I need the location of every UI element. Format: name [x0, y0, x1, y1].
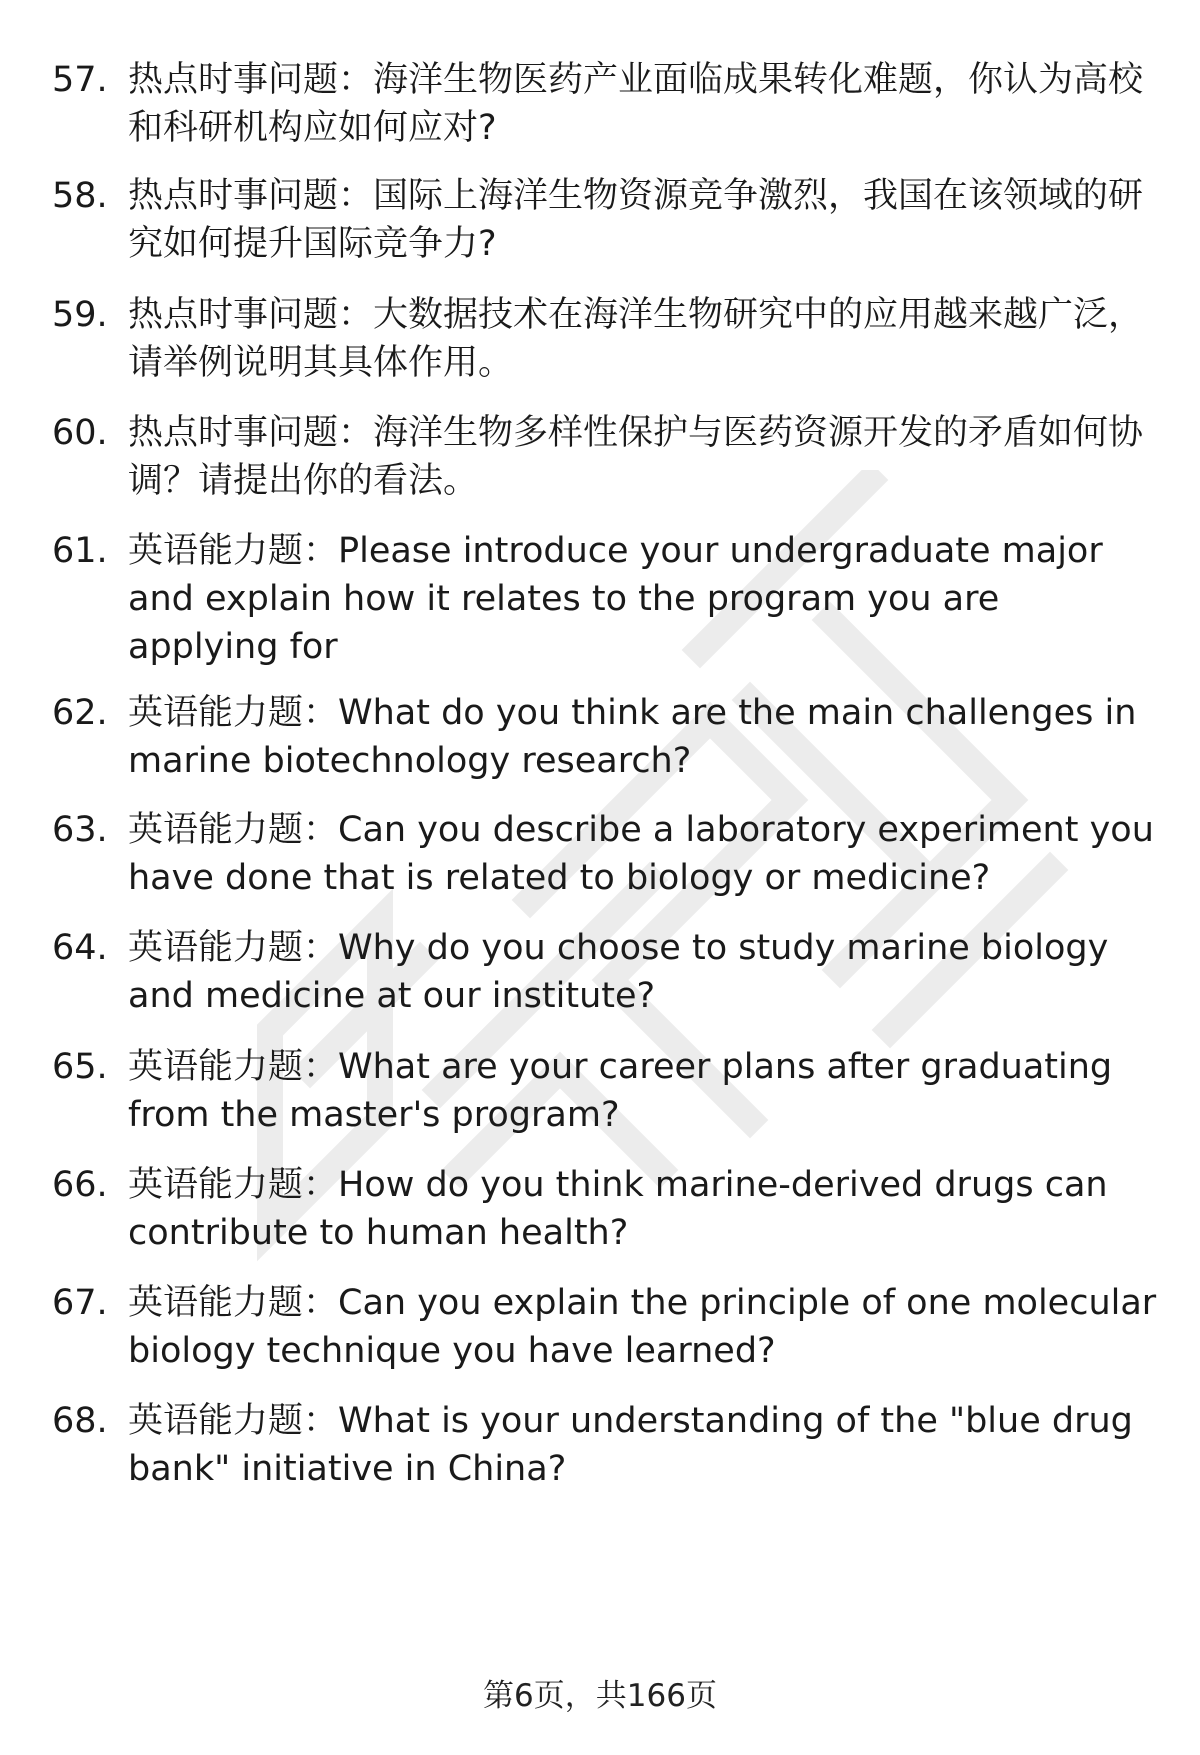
question-number: 64. — [52, 928, 108, 968]
question-text: 英语能力题：Please introduce your undergraduate major and explain how it relates to the program you are applying for — [128, 531, 1103, 667]
question-67 — [52, 1279, 1160, 1375]
question-number: 57. — [52, 60, 108, 100]
question-60 — [52, 409, 1160, 505]
question-number: 59. — [52, 295, 108, 335]
question-58 — [52, 172, 1160, 268]
question-57 — [52, 56, 1160, 152]
question-text: 英语能力题：Can you explain the principle of one molecular biology technique you have learned? — [128, 1283, 1157, 1371]
question-number: 62. — [52, 693, 108, 733]
question-text: 热点时事问题：海洋生物多样性保护与医药资源开发的矛盾如何协调？请提出你的看法。 — [128, 413, 1144, 501]
question-number: 61. — [52, 531, 108, 571]
question-62 — [52, 689, 1160, 785]
question-68 — [52, 1397, 1160, 1493]
question-63 — [52, 806, 1160, 902]
question-61 — [52, 527, 1160, 671]
question-number: 68. — [52, 1401, 108, 1441]
question-text: 英语能力题：What is your understanding of the "blue drug bank" initiative in China? — [128, 1401, 1133, 1489]
question-text: 英语能力题：How do you think marine-derived drugs can contribute to human health? — [128, 1165, 1108, 1253]
question-number: 63. — [52, 810, 108, 850]
question-text: 英语能力题：Why do you choose to study marine biology and medicine at our institute? — [128, 928, 1109, 1016]
question-66 — [52, 1161, 1160, 1257]
question-text: 英语能力题：Can you describe a laboratory experiment you have done that is related to biology or medicine? — [128, 810, 1154, 898]
question-number: 65. — [52, 1047, 108, 1087]
question-65 — [52, 1043, 1160, 1139]
page-footer — [0, 1676, 1200, 1716]
question-text: 英语能力题：What are your career plans after graduating from the master's program? — [128, 1047, 1113, 1135]
question-number: 58. — [52, 176, 108, 216]
question-text: 热点时事问题：海洋生物医药产业面临成果转化难题，你认为高校和科研机构应如何应对? — [128, 60, 1144, 148]
question-64 — [52, 924, 1160, 1020]
question-number: 67. — [52, 1283, 108, 1323]
question-text: 英语能力题：What do you think are the main challenges in marine biotechnology research? — [128, 693, 1137, 781]
page-number-label: 第6页，共166页 — [483, 1678, 717, 1714]
question-number: 60. — [52, 413, 108, 453]
question-text: 热点时事问题：国际上海洋生物资源竞争激烈，我国在该领域的研究如何提升国际竞争力? — [128, 176, 1144, 264]
question-number: 66. — [52, 1165, 108, 1205]
question-text: 热点时事问题：大数据技术在海洋生物研究中的应用越来越广泛，请举例说明其具体作用。 — [128, 295, 1144, 383]
question-59 — [52, 291, 1160, 387]
